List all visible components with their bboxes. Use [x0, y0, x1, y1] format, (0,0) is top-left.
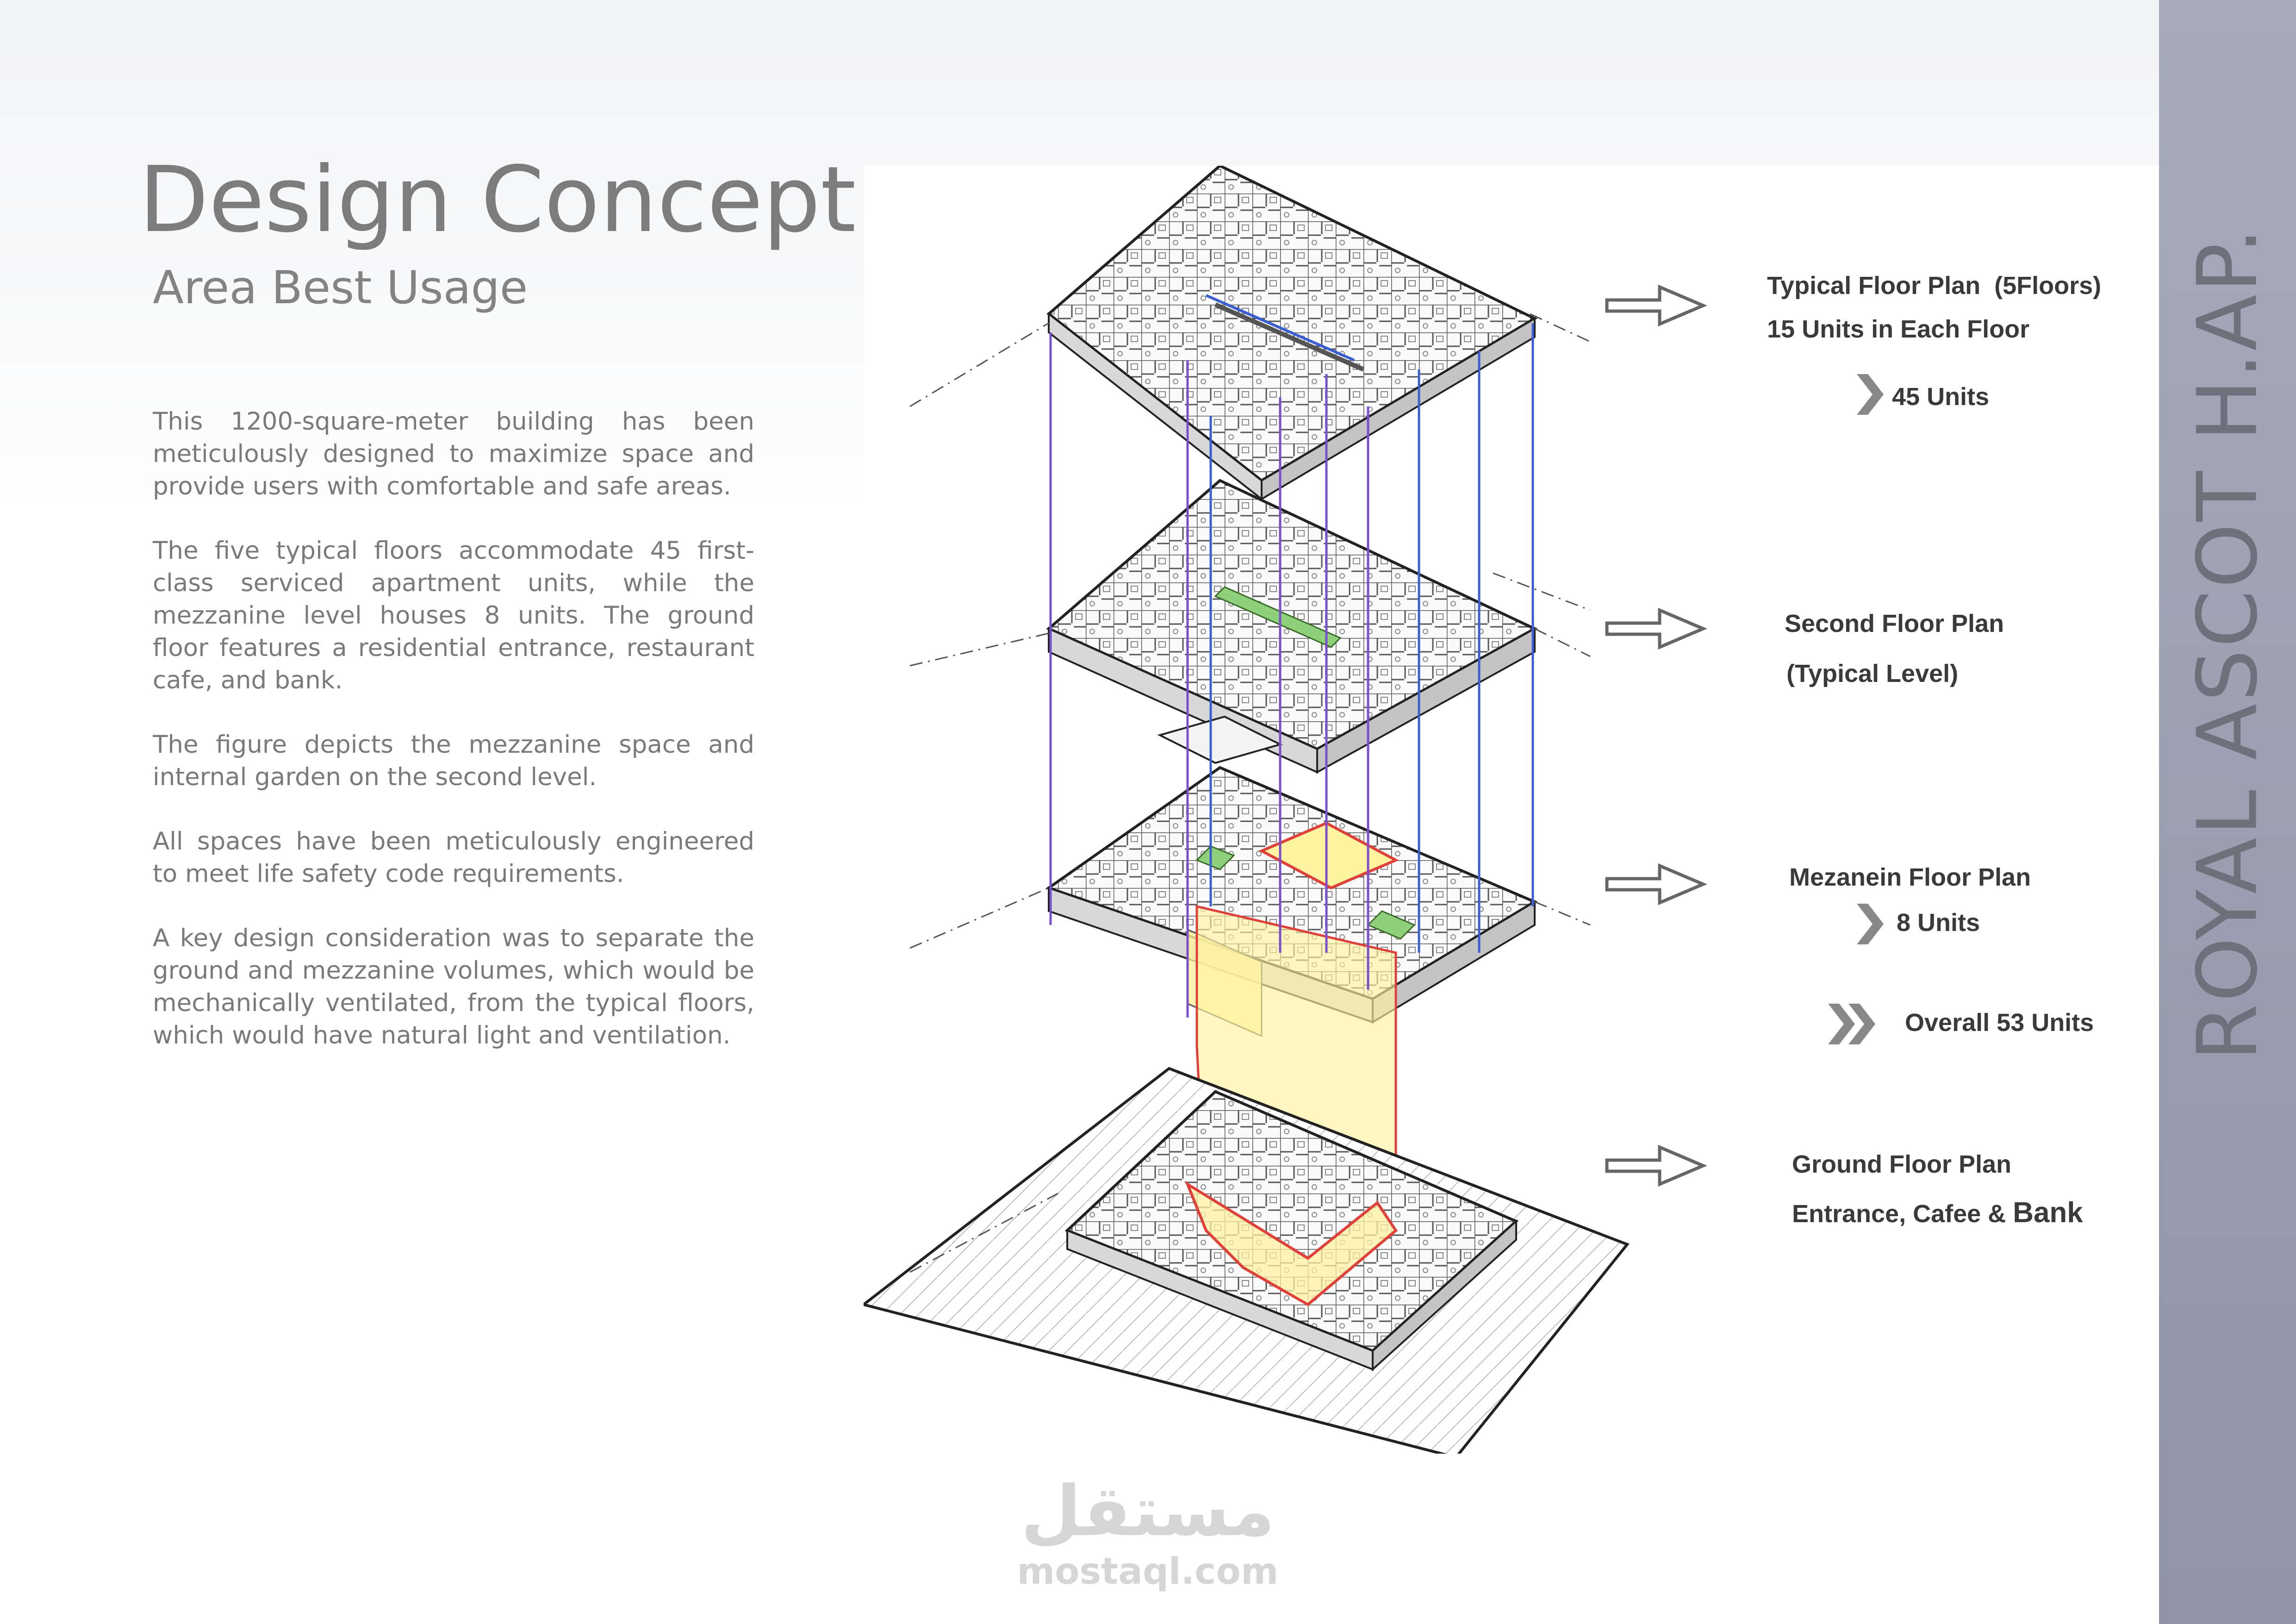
page-subtitle: Area Best Usage [153, 262, 528, 314]
watermark-logo: مستقل [1020, 1471, 1275, 1552]
second-floor-slab [1049, 481, 1535, 772]
second-floor-title: Second Floor Plan [1785, 610, 2004, 637]
ground-floor-detail [1792, 1196, 2083, 1229]
arrow-right-icon [1607, 1147, 1703, 1184]
page-title: Design Concept [139, 147, 856, 253]
sidebar [2159, 0, 2296, 1624]
arrow-right-icon [1607, 866, 1703, 903]
ground-floor-slab [864, 1068, 1627, 1454]
ground-floor-detail-text: Entrance, Cafee & [1792, 1200, 2013, 1228]
typical-floor-title: Typical Floor Plan (5Floors) [1767, 272, 2102, 300]
typical-floor-detail: 15 Units in Each Floor [1767, 315, 2030, 343]
intro-paragraph: This 1200-square-meter building has been meticulously designed to maximize space and provide users with comfortable and safe areas. [153, 407, 754, 500]
exploded-axonometric-panel [864, 166, 2159, 1454]
chevron-right-icon [1857, 374, 1884, 415]
sidebar-title: ROYAL ASCOT H.AP. [2179, 225, 2276, 1062]
intro-paragraph: The five typical floors accommodate 45 first-class serviced apartment units, while the mezzanine level houses 8 units. The ground floor features a residential entrance, restaurant cafe, and bank. [153, 537, 754, 694]
chevron-right-icon [1857, 904, 1884, 944]
arrow-icons [1607, 287, 1703, 1184]
double-chevron-right-icon [1828, 1004, 1855, 1044]
typical-floor-units: 45 Units [1892, 383, 1990, 411]
watermark-url: mostaql.com [1017, 1551, 1279, 1593]
mezzanine-floor-units: 8 Units [1897, 909, 1980, 937]
intro-paragraph: All spaces have been meticulously engineered to meet life safety code requirements. [153, 827, 754, 888]
intro-paragraph: A key design consideration was to separate the ground and mezzanine volumes, which would be mechanically ventilated, from the typical floors, which would have natural light and ventilation. [153, 924, 754, 1049]
ground-floor-detail-emphasis: Bank [2013, 1197, 2083, 1229]
watermark [1009, 1472, 1287, 1593]
arrow-right-icon [1607, 287, 1703, 324]
second-floor-detail: (Typical Level) [1786, 660, 1959, 687]
chevron-icons [1828, 374, 1884, 1044]
exploded-axonometric-drawing [864, 166, 2159, 1454]
mezzanine-floor-title: Mezanein Floor Plan [1789, 863, 2031, 891]
arrow-right-icon [1607, 610, 1703, 647]
intro-paragraph: The figure depicts the mezzanine space and internal garden on the second level. [153, 731, 754, 791]
overall-units: Overall 53 Units [1905, 1009, 2094, 1037]
typical-floor-slab [1049, 166, 1535, 499]
intro-text [153, 406, 754, 1084]
ground-floor-title: Ground Floor Plan [1792, 1150, 2011, 1178]
